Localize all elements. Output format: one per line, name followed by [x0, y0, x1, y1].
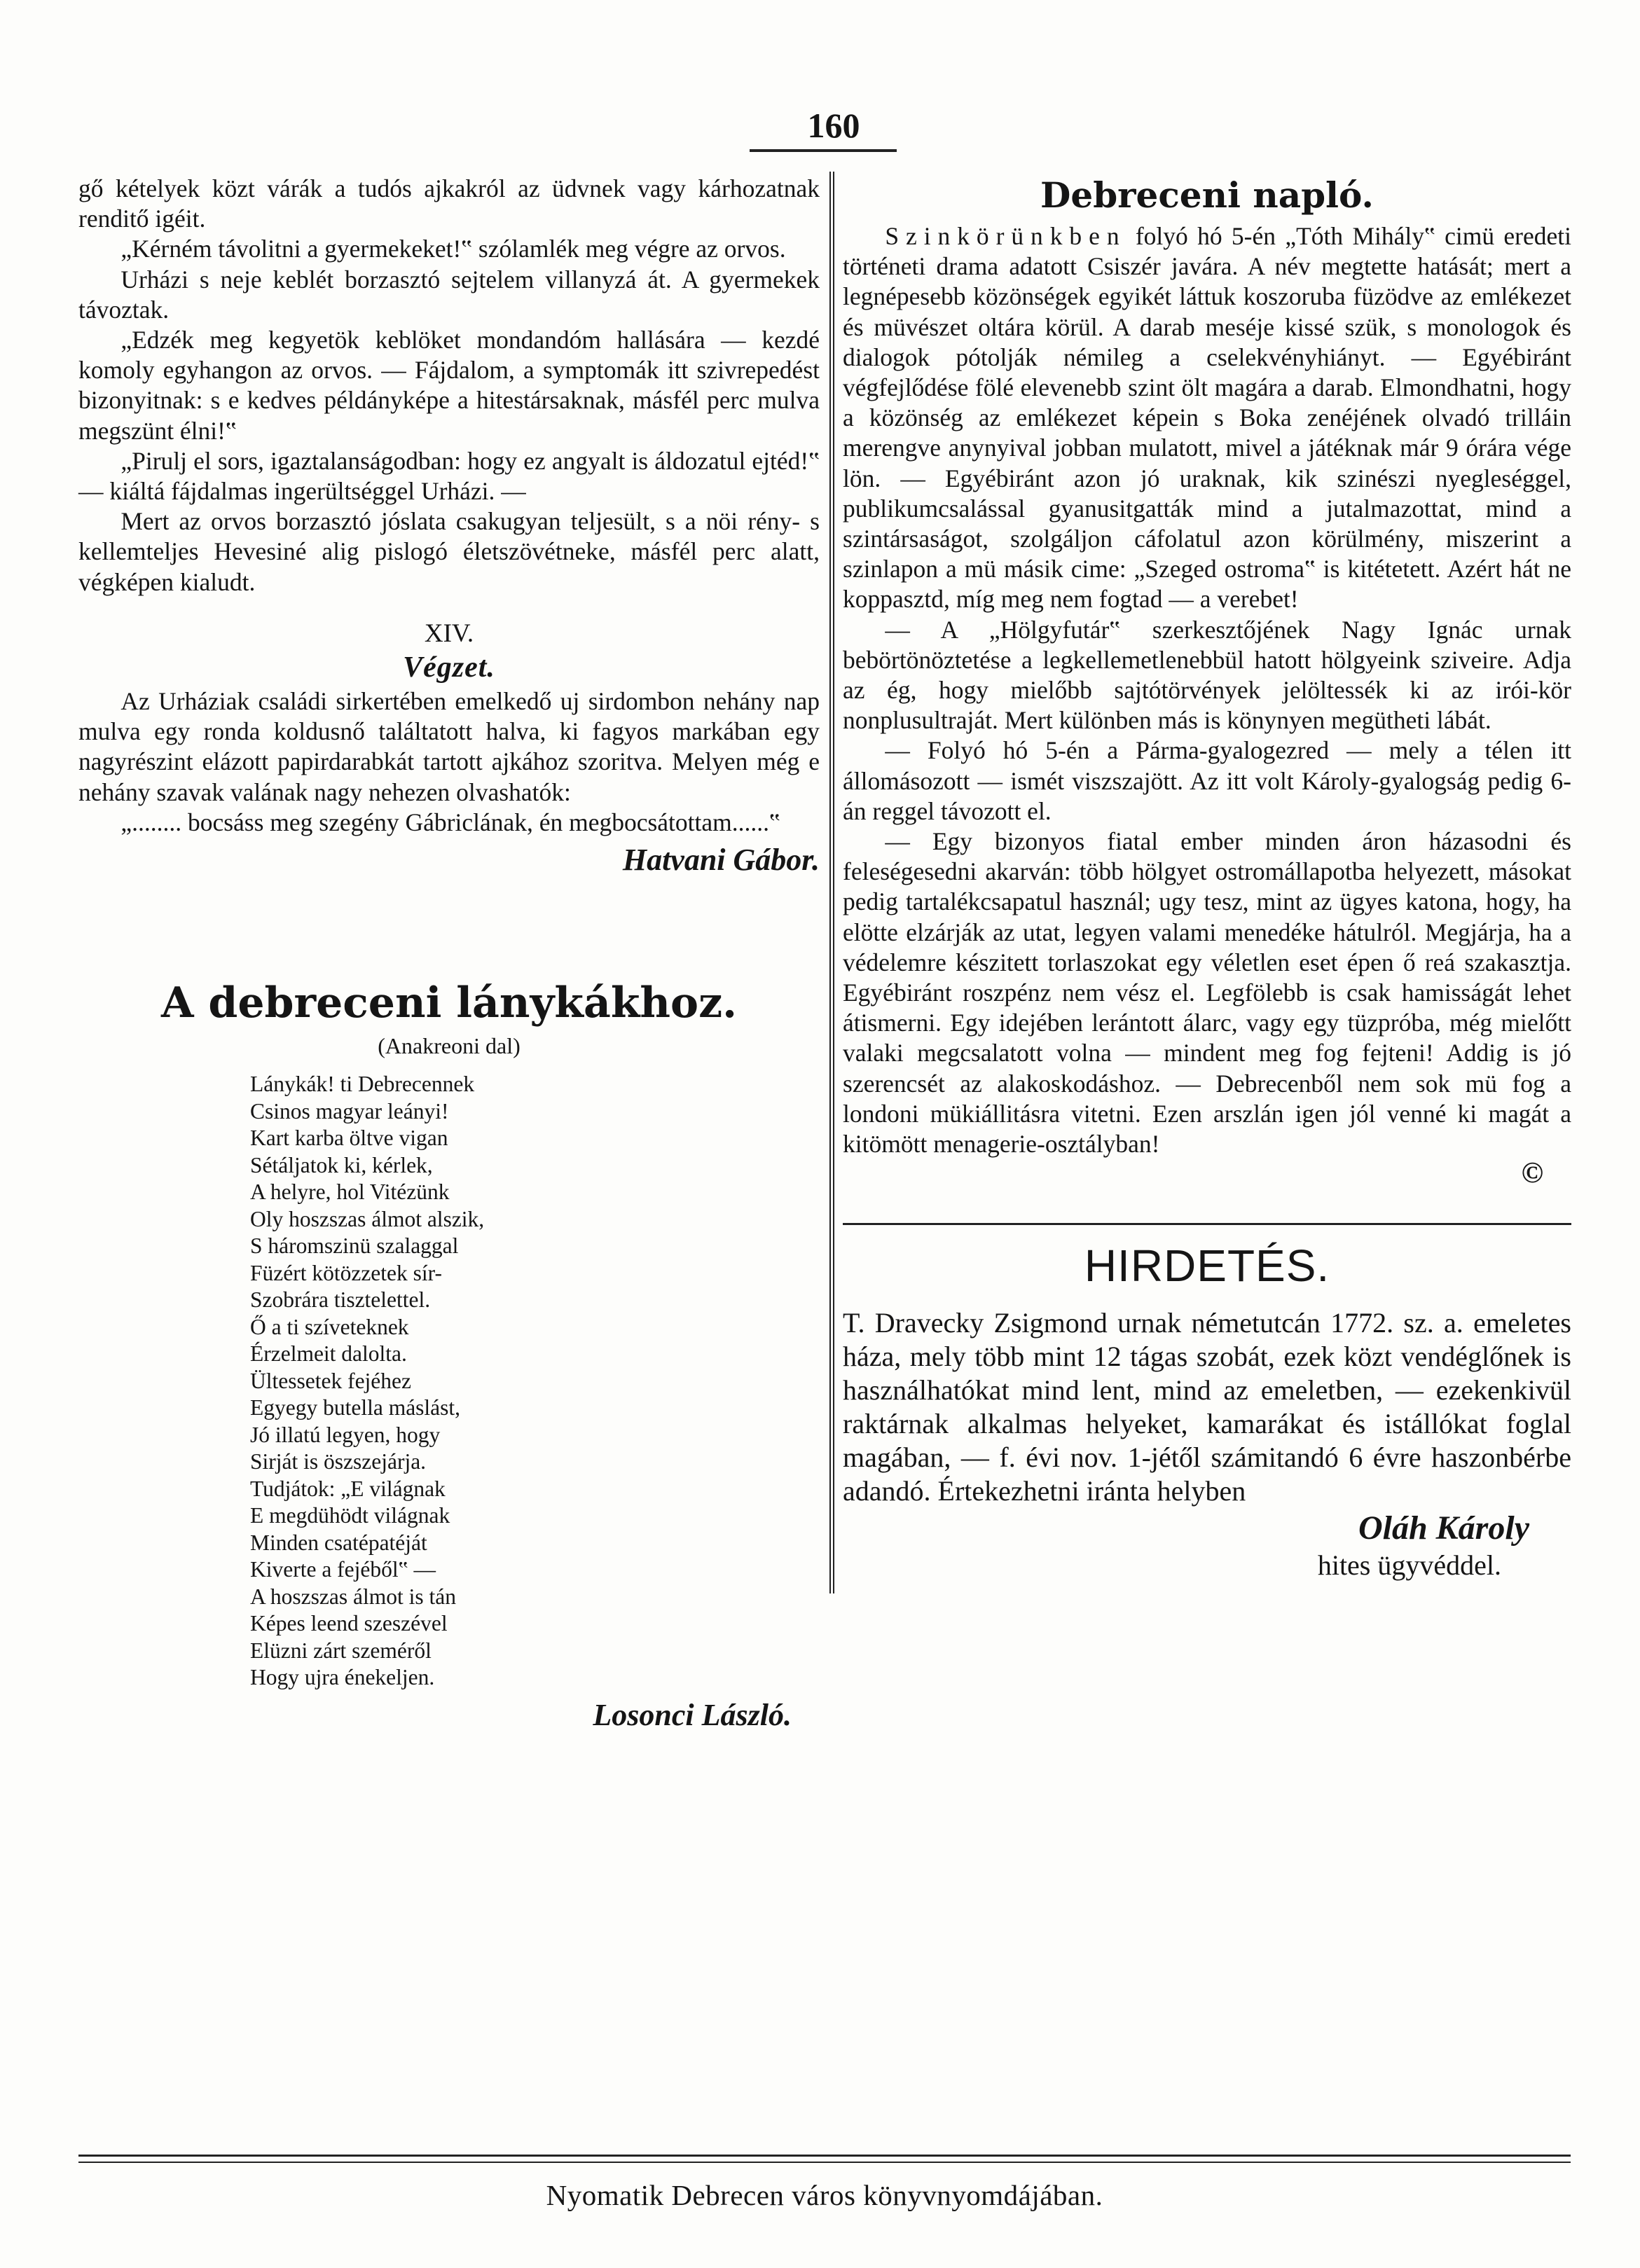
poem-line: E megdühödt világnak [250, 1503, 450, 1528]
story-author: Hatvani Gábor. [622, 843, 820, 878]
story-paragraph: „Edzék meg kegyetök keblöket mondandóm hallására — kezdé komoly egyhangon az orvos. — Fájdalom, a symptomák itt szivrepedést bizonyitnak: s e kedves példányképe a hitestársaknak, másfél perc mulva megszünt élni!‟ [78, 326, 820, 445]
poem-line: Minden csatépatéját [250, 1530, 427, 1555]
imprint-footer: Nyomatik Debrecen város könyvnyomdájában. [546, 2179, 1103, 2211]
chapter-title: Végzet. [403, 651, 495, 684]
poem-author: Losonci László. [593, 1697, 792, 1732]
ad-title: HIRDETÉS. [1084, 1240, 1330, 1292]
footer-rule [78, 2155, 1571, 2157]
poem-title: A debreceni lánykákhoz. [160, 979, 738, 1028]
news-entry: — A „Hölgyfutár‟ szerkesztőjének Nagy Ignác urnak bebörtönöztetése a legkellemetlenebbül hatott hölgyeink sziveire. Adja az ég, hogy mielőbb sajtótörvények jelöltessék ki az irói-kör nonplusultraját. Mert különben más is könynyen megütheti lábát. [843, 615, 1571, 735]
right-column [843, 174, 1571, 1582]
poem-line: Lánykák! ti Debrecennek [250, 1072, 475, 1097]
story-paragraph: Urházi s neje keblét borzasztó sejtelem villanyzá át. A gyermekek távoztak. [78, 265, 820, 324]
poem-line: Képes leend szeszével [250, 1611, 448, 1636]
ad-signature: Oláh Károly [1358, 1509, 1529, 1547]
left-column [78, 174, 820, 1735]
story-paragraph: gő kételyek közt várák a tudós ajkakról az üdvnek vagy kárhozatnak renditő igéit. [78, 174, 820, 233]
ad-role: hites ügyvéddel. [1317, 1549, 1501, 1582]
section-title: Debreceni napló. [1040, 174, 1374, 216]
poem-line: Sirját is öszszejárja. [250, 1449, 427, 1474]
poem-line: Egyegy butella máslást, [250, 1395, 461, 1420]
poem-line: Tudjátok: „E világnak [250, 1476, 446, 1501]
poem-line: Ő a ti szíveteknek [250, 1314, 409, 1339]
chapter-number: XIV. [424, 618, 474, 648]
news-entry: — Folyó hó 5-én a Párma-gyalogezred — mely a télen itt állomásozott — ismét viszszajött. Az itt volt Károly-gyalogság pedig 6-án reggel távozott el. [843, 736, 1571, 825]
news-entry: — Egy bizonyos fiatal ember minden áron házasodni és feleségesedni akarván: több hölgyet ostromállapotba helyezett, másokat pedig tartalékcsapatul használ; ugy tesz, mint az ügyes katona, hogy, ha elötte elzárják az utat, legyen valami menedéke hátulról. Megjárja, ha a védelemre készitett torlaszokat egy véletlen eset épen ő reá szakasztja. Egyébiránt roszpénz nem vész el. Legfölebb is csak hamisságát lehet átismerni. Egy idejében lerántott álarc, vagy egy tüzpróba, még mielőtt valaki megcsalatott volna — mindent meg fog fejteni! Addig is jó szerencsét az alakoskodáshoz. — Debrecenből nem sok mü fog a londoni mükiállitásra vitetni. Ezen arszlán igen jól venné ki magát a kitömött menagerie-osztályban! [843, 827, 1571, 1159]
ad-divider [843, 1223, 1571, 1225]
footer-rule [78, 2162, 1571, 2163]
poem-line: Hogy ujra énekeljen. [250, 1665, 435, 1690]
poem-line: A hoszszas álmot is tán [250, 1584, 456, 1609]
poem-line: Füzért kötözzetek sír- [250, 1260, 443, 1285]
chapter-paragraph: Az Urháziak családi sirkertében emelkedő uj sirdombon nehány nap mulva egy ronda koldusnő találtatott halva, ki fagyos markában egy nagyrészint elázott papirdarabkát tartott ajkához szoritva. Melyen még e nehány szavak valának nagy nehezen olvashatók: [78, 687, 820, 806]
news-entry [843, 221, 1571, 615]
poem-line: Sétáljatok ki, kérlek, [250, 1152, 433, 1177]
poem-subtitle: (Anakreoni dal) [378, 1033, 521, 1059]
poem-line: S háromszinü szalaggal [250, 1233, 459, 1259]
poem-line: Kart karba öltve vigan [250, 1126, 448, 1151]
poem-line: Kiverte a fejéből‟ — [250, 1557, 436, 1582]
poem [250, 1071, 820, 1692]
poem-line: Csinos magyar leányi! [250, 1098, 449, 1123]
news-entry-text: folyó hó 5-én „Tóth Mihály‟ cimü eredeti történeti drama adatott Csiszér javára. A név megtette hatását; mert a legnépesebb közönségek egyikét láttuk koszoruba füzödve az emlékezet és müvészet oltára körül. A darab meséje kissé szük, s monologok és dialogok pótolják némileg a cselekvényhiányt. — Egyébiránt végfejlődése fölé elevenebb szint ölt magára a darab. Elmondhatni, hogy a közönség az emlékezet képein s Boka zenéjének olvadó trilláin merengve anynyival jobban mulatott, mivel a játéknak már 9 órára vége lön. — Egyébiránt azon jó uraknak, kik szinészi nyegleséggel, publikumcsalással gyanusitgatták mind a jutalmazottat, mind a szintársaságot, szolgáljon cáfolatul azon körülmény, miszerint a szinlapon a mü másik cime: „Szeged ostroma‟ is kitétetett. Azért hát ne koppasztd, míg meg nem fogtad — a verebet! [843, 222, 1571, 614]
story-continuation [78, 174, 820, 597]
page-number: 160 [807, 106, 860, 145]
poem-line: Érzelmeit dalolta. [250, 1341, 407, 1367]
header-rule [750, 149, 897, 152]
story-paragraph: „Kérném távolitni a gyermekeket!‟ szólamlék meg végre az orvos. [120, 235, 786, 263]
chapter-paragraph: „........ bocsáss meg szegény Gábriclának, én megbocsátottam......‟ [120, 808, 780, 836]
story-paragraph: „Pirulj el sors, igaztalanságodban: hogy ez angyalt is áldozatul ejtéd!‟ — kiáltá fájdalmas ingerültséggel Urházi. — [78, 446, 820, 506]
news-entry-lead: Szinkörünkben [885, 222, 1126, 250]
ad-text: T. Dravecky Zsigmond urnak németutcán 1772. sz. a. emeletes háza, mely több mint 12 tágas szobát, ezek közt vendéglőnek is használhatókat mind lent, mind az emeletben, — ezekenkivül raktárnak alkalmas helyeket, kamarákat és istállókat foglal magában, — f. évi nov. 1-jétől számitandó 6 évre haszonbérbe adandó. Értekezhetni iránta helyben [843, 1307, 1571, 1507]
copyright-mark: © [1521, 1157, 1543, 1190]
poem-line: A helyre, hol Vitézünk [250, 1180, 450, 1205]
story-paragraph: Mert az orvos borzasztó jóslata csakugyan teljesült, s a nöi rény- s kellemteljes Hevesiné alig pislogó életszövétneke, másfél perc alatt, végképen kialudt. [78, 507, 820, 596]
poem-line: Oly hoszszas álmot alszik, [250, 1206, 485, 1231]
poem-line: Ültessetek fejéhez [250, 1368, 412, 1393]
poem-line: Elüzni zárt szeméről [250, 1638, 432, 1663]
column-divider [829, 172, 834, 1593]
poem-line: Szobrára tisztelettel. [250, 1287, 431, 1313]
poem-line: Jó illatú legyen, hogy [250, 1422, 441, 1447]
